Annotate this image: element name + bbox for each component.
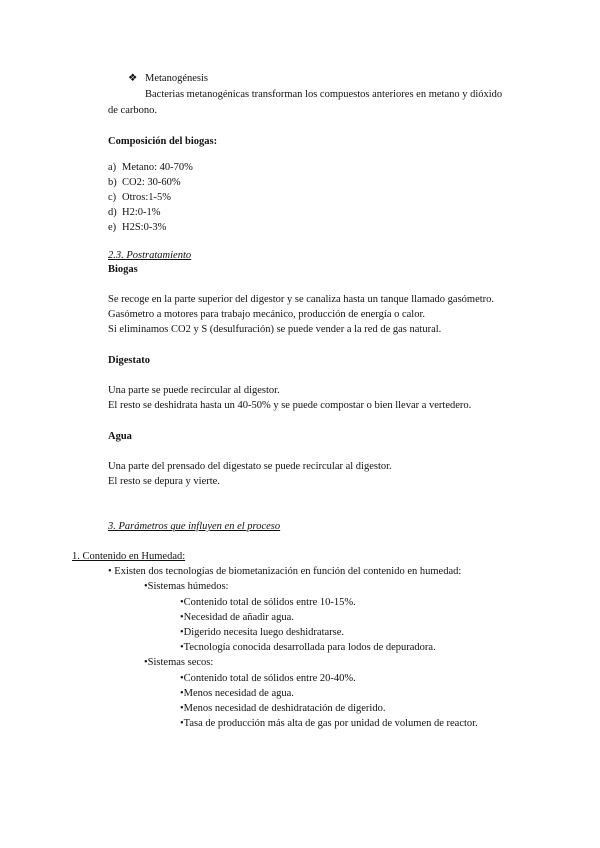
list-item: •Menos necesidad de deshidratación de digerido. [180, 703, 386, 714]
digestato-text-2: El resto se deshidrata hasta un 40-50% y se puede compostar o bien llevar a vertedero. [108, 400, 472, 411]
list-item-marker: a) [108, 162, 117, 173]
list-item: •Necesidad de añadir agua. [180, 612, 294, 623]
list-item: •Contenido total de sólidos entre 20-40%. [180, 673, 356, 684]
digestato-title: Digestato [108, 355, 150, 366]
list-item: CO2: 30-60% [122, 177, 181, 188]
agua-text-2: El resto se depura y vierte. [108, 476, 220, 487]
composicion-heading: Composición del biogas: [108, 136, 218, 147]
metanogenesis-text-1: Bacterias metanogénicas transforman los compuestos anteriores en metano y dióxido [145, 89, 503, 100]
diamond-bullet-icon: ❖ [128, 73, 138, 84]
list-item: •Digerido necesita luego deshidratarse. [180, 627, 345, 638]
list-item-marker: b) [108, 177, 117, 188]
list-item: •Tasa de producción más alta de gas por unidad de volumen de reactor. [180, 718, 478, 729]
list-item: •Contenido total de sólidos entre 10-15%. [180, 597, 356, 608]
digestato-text-1: Una parte se puede recircular al digestor. [108, 385, 280, 396]
sistemas-secos-title: •Sistemas secos: [144, 657, 214, 668]
agua-title: Agua [108, 431, 132, 442]
list-item: •Menos necesidad de agua. [180, 688, 294, 699]
list-item-marker: c) [108, 192, 117, 203]
list-item: Metano: 40-70% [122, 162, 193, 173]
metanogenesis-text-2: de carbono. [108, 105, 157, 116]
list-item: H2:0-1% [122, 207, 161, 218]
agua-text-1: Una parte del prensado del digestato se puede recircular al digestor. [108, 461, 392, 472]
postratamiento-heading: 2.3. Postratamiento [108, 250, 192, 261]
list-item: H2S:0-3% [122, 222, 167, 233]
list-item-marker: e) [108, 222, 117, 233]
contenido-humedad-heading: 1. Contenido en Humedad: [72, 551, 186, 562]
list-item: Otros:1-5% [122, 192, 171, 203]
biogas-text-3: Si eliminamos CO2 y S (desulfuración) se puede vender a la red de gas natural. [108, 324, 442, 335]
biogas-text-2: Gasómetro a motores para trabajo mecánico, producción de energía o calor. [108, 309, 426, 320]
list-item: •Tecnología conocida desarrollada para lodos de depuradora. [180, 642, 436, 653]
biogas-text-1: Se recoge en la parte superior del digestor y se canaliza hasta un tanque llamado gasómetro. [108, 294, 495, 305]
parametros-heading: 3. Parámetros que influyen en el proceso [108, 521, 281, 532]
humedad-intro: • Existen dos tecnologías de biometanización en función del contenido en humedad: [108, 566, 462, 577]
list-item-marker: d) [108, 207, 117, 218]
sistemas-humedos-title: •Sistemas húmedos: [144, 581, 229, 592]
biogas-title: Biogas [108, 264, 138, 275]
metanogenesis-title: Metanogénesis [145, 73, 208, 84]
